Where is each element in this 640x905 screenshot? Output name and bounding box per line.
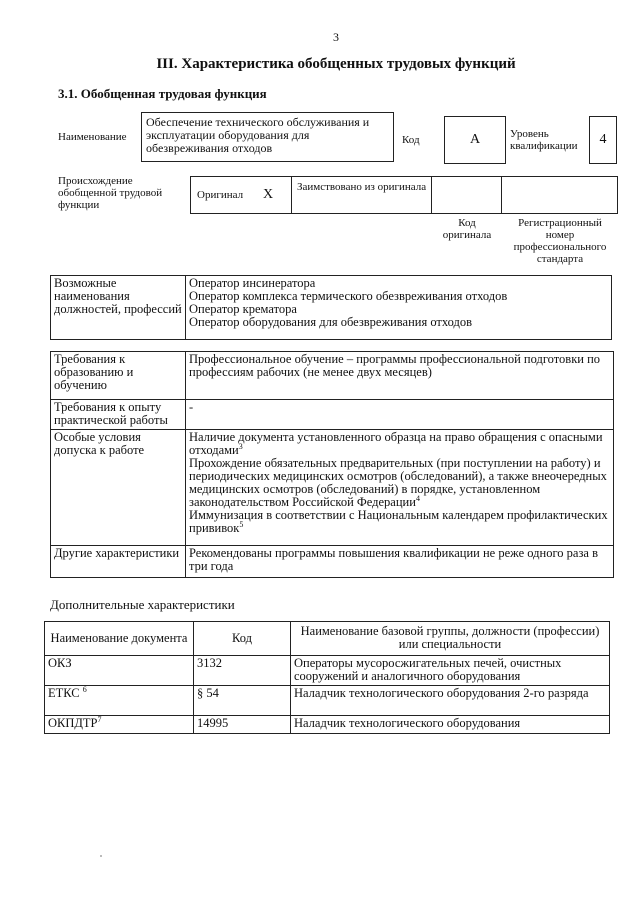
- additional-table: [44, 621, 610, 734]
- code-cell: § 54: [194, 686, 291, 716]
- col-header-code: Код: [194, 622, 291, 656]
- experience-value: -: [186, 400, 614, 430]
- code-cell: 14995: [194, 716, 291, 734]
- position-item: Оператор комплекса термического обезвреживания отходов: [189, 289, 508, 303]
- col-header-doc: Наименование документа: [45, 622, 194, 656]
- footnote-mark: 5: [239, 519, 244, 529]
- footnote-mark: 6: [82, 684, 87, 694]
- table-row: [45, 716, 610, 734]
- footnote-mark: 4: [415, 493, 420, 503]
- positions-list: [186, 276, 612, 340]
- admission-line: Прохождение обязательных предварительных (при поступлении на работу) и периодических медицинских осмотров (обследований), а также внеочередных медицинских осмотров (обследований) в порядке, установленном законодательством Российской Федерации: [189, 456, 607, 509]
- col-header-name: Наименование базовой группы, должности (профессии) или специальности: [291, 622, 610, 656]
- borrowed-cell: [291, 176, 432, 214]
- function-name-box: [141, 112, 394, 162]
- function-subtitle: 3.1. Обобщенная трудовая функция: [58, 86, 267, 101]
- original-label: Оригинал: [197, 189, 244, 201]
- other-value: Рекомендованы программы повышения квалификации не реже одного раза в три года: [186, 546, 614, 578]
- positions-label: Возможные наименования должностей, профессий: [51, 276, 186, 340]
- doc-cell: ОКПДТР: [48, 716, 98, 730]
- borrowed-label: Заимствовано из оригинала: [297, 181, 427, 193]
- position-item: Оператор инсинератора: [189, 276, 316, 290]
- scan-speck: [100, 855, 102, 857]
- origin-code-caption: Код оригинала: [442, 217, 492, 241]
- table-row: [45, 686, 610, 716]
- table-row: [45, 656, 610, 686]
- level-label: Уровень квалификации: [510, 128, 578, 152]
- admission-line: Наличие документа установленного образца на право обращения с опасными отходами: [189, 430, 603, 457]
- name-label: Наименование: [58, 131, 127, 143]
- education-value: Профессиональное обучение – программы профессиональной подготовки по профессиям рабочих (не менее двух месяцев): [186, 352, 614, 400]
- function-name-value: Обеспечение технического обслуживания и эксплуатации оборудования для обезвреживания отходов: [146, 115, 370, 155]
- doc-cell: ОКЗ: [48, 656, 72, 670]
- original-cell: [190, 176, 292, 214]
- position-item: Оператор крематора: [189, 302, 297, 316]
- admission-value: [186, 430, 614, 546]
- code-value-box: [444, 116, 506, 164]
- name-cell: Наладчик технологического оборудования 2-го разряда: [291, 686, 610, 716]
- doc-cell: ЕТКС: [48, 686, 80, 700]
- page-number: 3: [333, 30, 339, 44]
- origin-reg-cell: [501, 176, 618, 214]
- origin-code-cell: [431, 176, 502, 214]
- experience-label: Требования к опыту практической работы: [51, 400, 186, 430]
- original-mark: Х: [263, 187, 274, 202]
- origin-label: Происхождение обобщенной трудовой функции: [58, 175, 163, 211]
- code-label: Код: [402, 134, 420, 146]
- footnote-mark: 3: [238, 441, 243, 451]
- name-cell: Наладчик технологического оборудования: [291, 716, 610, 734]
- name-cell: Операторы мусоросжигательных печей, очистных сооружений и аналогичного оборудования: [291, 656, 610, 686]
- admission-label: Особые условия допуска к работе: [51, 430, 186, 546]
- additional-heading: Дополнительные характеристики: [50, 597, 235, 612]
- code-value: А: [469, 132, 481, 147]
- education-label: Требования к образованию и обучению: [51, 352, 186, 400]
- position-item: Оператор оборудования для обезвреживания отходов: [189, 315, 473, 329]
- requirements-table: [50, 351, 614, 578]
- section-title: III. Характеристика обобщенных трудовых функций: [156, 56, 516, 72]
- positions-table: [50, 275, 612, 340]
- origin-reg-caption: Регистрационный номер профессионального стандарта: [513, 217, 607, 265]
- admission-line: Иммунизация в соответствии с Национальным календарем профилактических прививок: [189, 508, 608, 535]
- level-value: 4: [599, 132, 607, 147]
- code-cell: 3132: [194, 656, 291, 686]
- footnote-mark: 7: [97, 714, 102, 724]
- other-label: Другие характеристики: [51, 546, 186, 578]
- level-value-box: [589, 116, 617, 164]
